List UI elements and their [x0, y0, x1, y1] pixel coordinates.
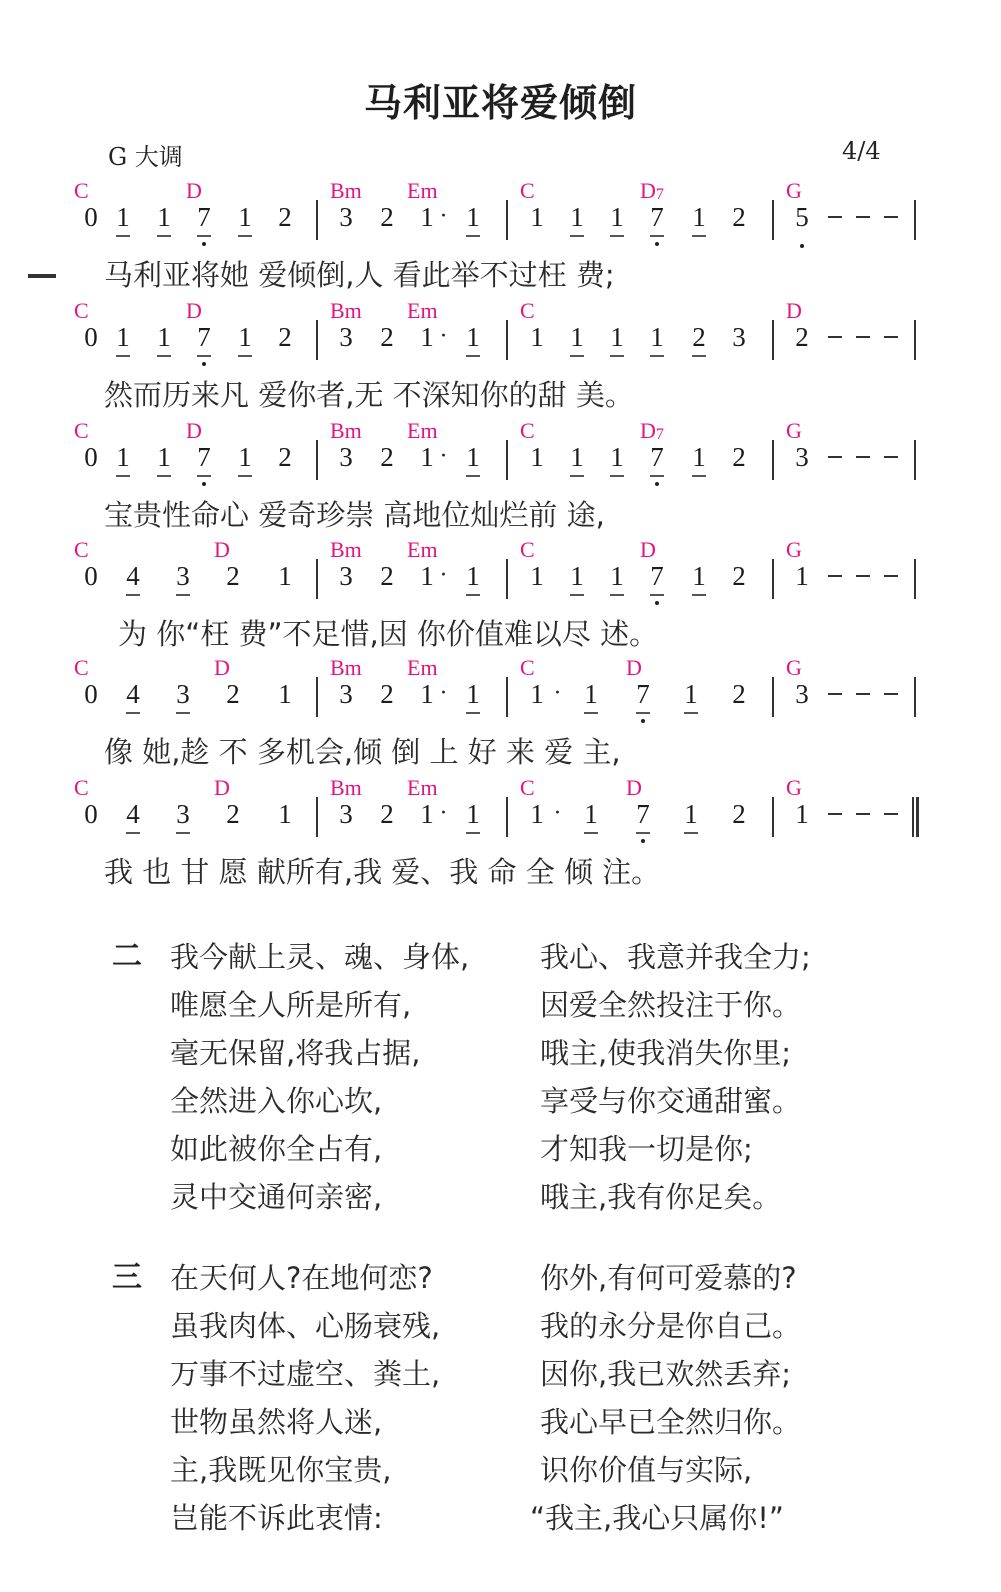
note: 1: [278, 679, 292, 709]
note: 1: [112, 442, 134, 472]
barline: [772, 440, 774, 480]
chord-symbol: G: [786, 655, 802, 680]
note: 2: [795, 322, 809, 352]
verse-line-right: 因爱全然投注于你。: [540, 988, 802, 1022]
chord-symbol: G: [786, 178, 802, 203]
augmentation-dot: ·: [440, 204, 447, 229]
chord-symbol: Bm: [330, 418, 362, 443]
barline: [316, 677, 318, 717]
note: 0: [84, 799, 98, 829]
note: 2: [380, 679, 394, 709]
note: 1: [153, 322, 175, 352]
note: 1: [462, 799, 484, 829]
verse-line-right: 享受与你交通甜蜜。: [540, 1084, 802, 1118]
note: 1: [462, 442, 484, 472]
note: 1: [680, 799, 702, 829]
chord-symbol: D: [626, 655, 642, 680]
sustain-dash: [856, 336, 870, 338]
note: 2: [732, 442, 746, 472]
chord-symbol: Bm: [330, 537, 362, 562]
note: 1: [462, 679, 484, 709]
music-system: [0, 655, 1001, 775]
verse-line-left: 灵中交通何亲密,: [170, 1180, 383, 1214]
note: 1: [420, 202, 434, 232]
chord-symbol: C: [520, 418, 535, 443]
chord-symbol: C: [74, 178, 89, 203]
note: 3: [795, 679, 809, 709]
note: 2: [380, 442, 394, 472]
note: 1: [795, 561, 809, 591]
chord-symbol: Em: [407, 775, 438, 800]
note: 1: [420, 561, 434, 591]
verse-line-right: 哦主,使我消失你里;: [540, 1036, 791, 1070]
lyric-line: 为 你“枉 费”不足惜,因 你价值难以尽 述。: [118, 617, 659, 651]
note: 3: [732, 322, 746, 352]
note: 1: [566, 442, 588, 472]
verse-line-left: 我今献上灵、魂、身体,: [170, 940, 470, 974]
note: 1: [420, 442, 434, 472]
barline: [316, 200, 318, 240]
chord-symbol: Em: [407, 537, 438, 562]
verse-line-right: 因你,我已欢然丢弃;: [540, 1357, 791, 1391]
note: 0: [84, 442, 98, 472]
note: 2: [380, 561, 394, 591]
music-system: [0, 298, 1001, 418]
verse-line-left: 世物虽然将人迷,: [170, 1405, 383, 1439]
chord-symbol: G: [786, 418, 802, 443]
barline: [316, 440, 318, 480]
note: 1: [606, 442, 628, 472]
note: 1: [462, 202, 484, 232]
music-system: [0, 418, 1001, 538]
verse-line-right: 我心早已全然归你。: [540, 1405, 802, 1439]
verse-line-left: 主,我既见你宝贵,: [170, 1453, 392, 1487]
chord-symbol: D: [186, 418, 202, 443]
note: 1: [566, 202, 588, 232]
note: 4: [122, 561, 144, 591]
note: 1: [530, 442, 544, 472]
note: 4: [122, 679, 144, 709]
chord-symbol: Em: [407, 298, 438, 323]
barline: [914, 320, 916, 360]
sustain-dash: [828, 813, 842, 815]
verse-line-left: 万事不过虚空、粪土,: [170, 1357, 441, 1391]
sustain-dash: [828, 456, 842, 458]
note: 7: [193, 202, 215, 232]
barline: [914, 559, 916, 599]
augmentation-dot: ·: [554, 681, 561, 706]
augmentation-dot: ·: [440, 681, 447, 706]
chord-symbol: Bm: [330, 655, 362, 680]
note: 1: [646, 322, 668, 352]
note: 2: [278, 202, 292, 232]
augmentation-dot: ·: [554, 801, 561, 826]
sustain-dash: [884, 693, 898, 695]
note: 1: [530, 202, 544, 232]
sustain-dash: [884, 813, 898, 815]
lyric-line: 马利亚将她 爱倾倒,人 看此举不过枉 费;: [104, 258, 615, 292]
note: 3: [172, 561, 194, 591]
barline: [506, 200, 508, 240]
barline: [772, 320, 774, 360]
verse-line-left: 岂能不诉此衷情:: [170, 1501, 383, 1535]
chord-symbol: C: [74, 418, 89, 443]
verse-line-left: 如此被你全占有,: [170, 1132, 383, 1166]
chord-symbol: $D_7$: [640, 178, 664, 203]
chord-symbol: C: [520, 537, 535, 562]
chord-symbol: C: [520, 775, 535, 800]
note: 1: [112, 322, 134, 352]
note: 5: [791, 202, 813, 232]
verse-line-right: 哦主,我有你足矣。: [540, 1180, 782, 1214]
lyric-line: 然而历来凡 爱你者,无 不深知你的甜 美。: [104, 378, 634, 412]
augmentation-dot: ·: [440, 324, 447, 349]
note: 7: [193, 442, 215, 472]
sustain-dash: [828, 216, 842, 218]
note: 1: [530, 679, 544, 709]
verse-line-right: 才知我一切是你;: [540, 1132, 753, 1166]
music-system: [0, 775, 1001, 895]
verse-line-left: 全然进入你心坎,: [170, 1084, 383, 1118]
note: 3: [172, 799, 194, 829]
barline: [506, 797, 508, 837]
sustain-dash: [884, 575, 898, 577]
verse-line-left: 唯愿全人所是所有,: [170, 988, 412, 1022]
chord-symbol: Bm: [330, 178, 362, 203]
note: 2: [380, 322, 394, 352]
chord-symbol: G: [786, 775, 802, 800]
verse-line-right: 我的永分是你自己。: [540, 1309, 802, 1343]
chord-symbol: D: [186, 298, 202, 323]
music-system: [0, 178, 1001, 298]
note: 1: [234, 442, 256, 472]
chord-symbol: C: [520, 655, 535, 680]
note: 0: [84, 679, 98, 709]
verse-line-right: 你外,有何可爱慕的?: [540, 1261, 797, 1295]
key-signature: G 大调: [108, 143, 183, 171]
barline: [914, 200, 916, 240]
note: 1: [278, 561, 292, 591]
note: 1: [530, 799, 544, 829]
augmentation-dot: ·: [440, 801, 447, 826]
note: 3: [172, 679, 194, 709]
note: 7: [646, 442, 668, 472]
note: 1: [112, 202, 134, 232]
note: 4: [122, 799, 144, 829]
augmentation-dot: ·: [440, 444, 447, 469]
note: 1: [606, 202, 628, 232]
chord-symbol: C: [74, 537, 89, 562]
chord-symbol: D: [626, 775, 642, 800]
note: 1: [688, 442, 710, 472]
note: 1: [580, 799, 602, 829]
note: 1: [688, 202, 710, 232]
barline: [506, 677, 508, 717]
note: 3: [339, 442, 353, 472]
note: 2: [732, 202, 746, 232]
note: 1: [580, 679, 602, 709]
note: 3: [339, 679, 353, 709]
note: 2: [226, 679, 240, 709]
note: 2: [380, 799, 394, 829]
song-title: 马利亚将爱倾倒: [363, 81, 637, 125]
barline: [772, 797, 774, 837]
verse-line-left: 在天何人?在地何恋?: [170, 1261, 433, 1295]
music-system: [0, 537, 1001, 657]
note: 2: [732, 679, 746, 709]
note: 1: [153, 202, 175, 232]
chord-symbol: D: [214, 537, 230, 562]
lyric-line: 宝贵性命心 爱奇珍崇 高地位灿烂前 途,: [104, 498, 605, 532]
barline: [914, 677, 916, 717]
note: 1: [688, 561, 710, 591]
note: 2: [732, 561, 746, 591]
note: 1: [462, 561, 484, 591]
note: 1: [234, 202, 256, 232]
verse-line-right: 我心、我意并我全力;: [540, 940, 811, 974]
note: 2: [688, 322, 710, 352]
sustain-dash: [856, 456, 870, 458]
verse-number: 二: [112, 939, 142, 974]
verse-line-left: 虽我肉体、心肠衰残,: [170, 1309, 441, 1343]
chord-symbol: C: [74, 298, 89, 323]
sustain-dash: [856, 216, 870, 218]
chord-symbol: C: [74, 775, 89, 800]
sustain-dash: [884, 456, 898, 458]
note: 2: [278, 322, 292, 352]
note: 7: [193, 322, 215, 352]
barline: [772, 677, 774, 717]
barline: [316, 559, 318, 599]
note: 1: [234, 322, 256, 352]
note: 2: [278, 442, 292, 472]
augmentation-dot: ·: [440, 563, 447, 588]
chord-symbol: Em: [407, 178, 438, 203]
chord-symbol: D: [786, 298, 802, 323]
chord-symbol: D: [214, 655, 230, 680]
sustain-dash: [828, 693, 842, 695]
chord-symbol: C: [520, 178, 535, 203]
barline: [914, 440, 916, 480]
chord-symbol: D: [640, 537, 656, 562]
verse-number: 三: [112, 1260, 142, 1295]
note: 3: [339, 202, 353, 232]
time-signature: 4/4: [842, 137, 881, 165]
barline: [316, 797, 318, 837]
note: 0: [84, 561, 98, 591]
note: 3: [795, 442, 809, 472]
note: 1: [680, 679, 702, 709]
sustain-dash: [828, 575, 842, 577]
chord-symbol: C: [74, 655, 89, 680]
barline: [506, 320, 508, 360]
note: 2: [226, 561, 240, 591]
note: 1: [420, 322, 434, 352]
note: 1: [462, 322, 484, 352]
note: 2: [732, 799, 746, 829]
note: 1: [420, 799, 434, 829]
sustain-dash: [828, 336, 842, 338]
note: 3: [339, 561, 353, 591]
lyric-line: 像 她,趁 不 多机会,倾 倒 上 好 来 爱 主,: [104, 735, 621, 769]
final-barline: [912, 797, 919, 837]
note: 7: [632, 799, 654, 829]
barline: [772, 559, 774, 599]
barline: [506, 559, 508, 599]
note: 1: [606, 322, 628, 352]
note: 0: [84, 202, 98, 232]
note: 1: [606, 561, 628, 591]
sustain-dash: [884, 216, 898, 218]
note: 7: [646, 202, 668, 232]
note: 0: [84, 322, 98, 352]
sustain-dash: [856, 813, 870, 815]
barline: [316, 320, 318, 360]
sustain-dash: [856, 575, 870, 577]
note: 7: [646, 561, 668, 591]
barline: [506, 440, 508, 480]
chord-symbol: Em: [407, 655, 438, 680]
note: 1: [153, 442, 175, 472]
note: 2: [226, 799, 240, 829]
chord-symbol: Bm: [330, 298, 362, 323]
note: 7: [632, 679, 654, 709]
verse-line-right: “我主,我心只属你!”: [530, 1501, 784, 1535]
note: 1: [420, 679, 434, 709]
chord-symbol: $D_7$: [640, 418, 664, 443]
sustain-dash: [884, 336, 898, 338]
note: 1: [530, 561, 544, 591]
note: 1: [278, 799, 292, 829]
note: 1: [795, 799, 809, 829]
lyric-line: 我 也 甘 愿 献所有,我 爱、我 命 全 倾 注。: [104, 855, 661, 889]
note: 1: [566, 322, 588, 352]
note: 1: [530, 322, 544, 352]
chord-symbol: C: [520, 298, 535, 323]
verse-number-one: [28, 274, 56, 278]
chord-symbol: G: [786, 537, 802, 562]
note: 2: [380, 202, 394, 232]
chord-symbol: Bm: [330, 775, 362, 800]
chord-symbol: Em: [407, 418, 438, 443]
note: 3: [339, 322, 353, 352]
note: 3: [339, 799, 353, 829]
note: 1: [566, 561, 588, 591]
sustain-dash: [856, 693, 870, 695]
chord-symbol: D: [214, 775, 230, 800]
verse-line-left: 毫无保留,将我占据,: [170, 1036, 421, 1070]
verse-line-right: 识你价值与实际,: [540, 1453, 753, 1487]
chord-symbol: D: [186, 178, 202, 203]
barline: [772, 200, 774, 240]
